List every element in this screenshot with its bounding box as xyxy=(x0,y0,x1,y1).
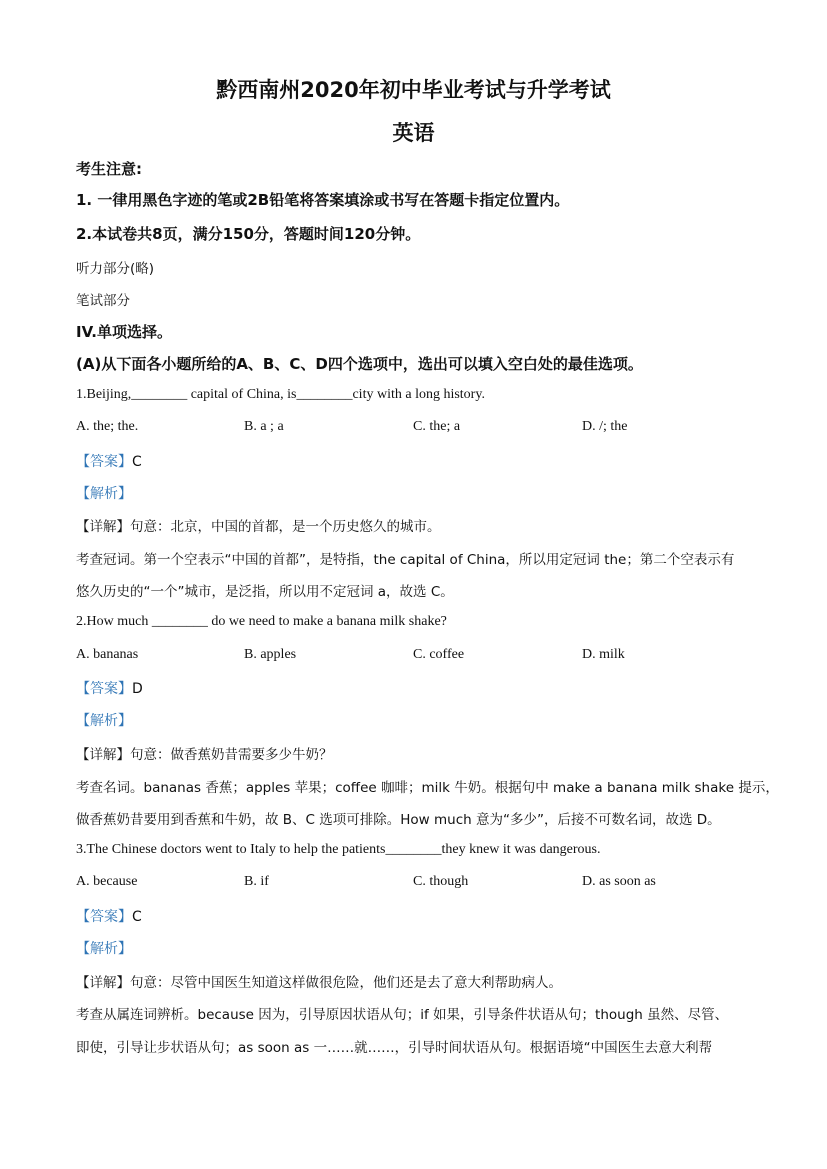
question-2-option-c: C. coffee xyxy=(413,647,465,662)
question-1-analysis-label: 【解析】 xyxy=(76,486,132,502)
notes-heading: 考生注意: xyxy=(76,160,142,178)
question-2-option-b: B. apples xyxy=(244,647,297,662)
question-2-analysis-label: 【解析】 xyxy=(76,713,132,729)
question-1-detail: 【详解】句意：北京，中国的首都，是一个历史悠久的城市。 xyxy=(76,519,441,535)
question-1-answer xyxy=(76,451,142,471)
question-2-explain-1: 考查名词。bananas 香蕉；apples 苹果；coffee 咖啡；milk 牛奶。根据句中 make a banana milk shake 提示， xyxy=(76,780,779,796)
question-3-detail: 【详解】句意：尽管中国医生知道这样做很危险，他们还是去了意大利帮助病人。 xyxy=(76,975,562,991)
question-1-option-b: B. a ; a xyxy=(244,419,284,434)
question-2-answer xyxy=(76,678,143,698)
question-2-option-d: D. milk xyxy=(582,647,625,662)
question-2-detail: 【详解】句意：做香蕉奶昔需要多少牛奶？ xyxy=(76,747,333,763)
question-1-option-a: A. the; the. xyxy=(76,419,139,434)
question-1-explain-1: 考查冠词。第一个空表示“中国的首都”，是特指，the capital of China，所以用定冠词 the；第二个空表示有 xyxy=(76,552,735,568)
question-2-explain-2: 做香蕉奶昔要用到香蕉和牛奶，故 B、C 选项可排除。How much 意为“多少”，后接不可数名词，故选 D。 xyxy=(76,812,721,828)
question-3-option-c: C. though xyxy=(413,874,469,889)
question-3-explain-2: 即使，引导让步状语从句；as soon as 一……就……，引导时间状语从句。根据语境“中国医生去意大利帮 xyxy=(76,1040,713,1056)
answer-label: 【答案】 xyxy=(76,909,132,925)
question-3-option-a: A. because xyxy=(76,874,138,889)
question-3-explain-1: 考查从属连词辨析。because 因为，引导原因状语从句；if 如果，引导条件状语从句；though 虽然、尽管、 xyxy=(76,1007,729,1023)
question-1-option-d: D. /; the xyxy=(582,419,628,434)
writing-section: 笔试部分 xyxy=(76,293,130,309)
question-1-option-c: C. the; a xyxy=(413,419,461,434)
question-3-option-b: B. if xyxy=(244,874,269,889)
question-1-stem: 1.Beijing,________ capital of China, is________city with a long history. xyxy=(76,387,485,402)
answer-label: 【答案】 xyxy=(76,454,132,470)
note-item-1: 1. 一律用黑色字迹的笔或2B铅笔将答案填涂或书写在答题卡指定位置内。 xyxy=(76,191,570,209)
question-2-option-a: A. bananas xyxy=(76,647,139,662)
part-instruction: (A)从下面各小题所给的A、B、C、D四个选项中，选出可以填入空白处的最佳选项。 xyxy=(76,355,643,373)
question-3-option-d: D. as soon as xyxy=(582,874,656,889)
listening-section: 听力部分(略) xyxy=(76,261,155,277)
part-heading: IV.单项选择。 xyxy=(76,323,172,341)
answer-value: D xyxy=(132,681,143,697)
exam-subject: 英语 xyxy=(392,121,435,145)
answer-value: C xyxy=(132,454,142,470)
answer-label: 【答案】 xyxy=(76,681,132,697)
exam-title: 黔西南州2020年初中毕业考试与升学考试 xyxy=(216,78,611,102)
question-3-answer xyxy=(76,906,142,926)
answer-value: C xyxy=(132,909,142,925)
question-1-explain-2: 悠久历史的“一个”城市，是泛指，所以用不定冠词 a，故选 C。 xyxy=(76,584,454,600)
question-3-analysis-label: 【解析】 xyxy=(76,941,132,957)
question-2-stem: 2.How much ________ do we need to make a banana milk shake? xyxy=(76,614,447,629)
question-3-stem: 3.The Chinese doctors went to Italy to help the patients________they knew it was dangerous. xyxy=(76,842,601,857)
note-item-2: 2.本试卷共8页，满分150分，答题时间120分钟。 xyxy=(76,225,421,243)
